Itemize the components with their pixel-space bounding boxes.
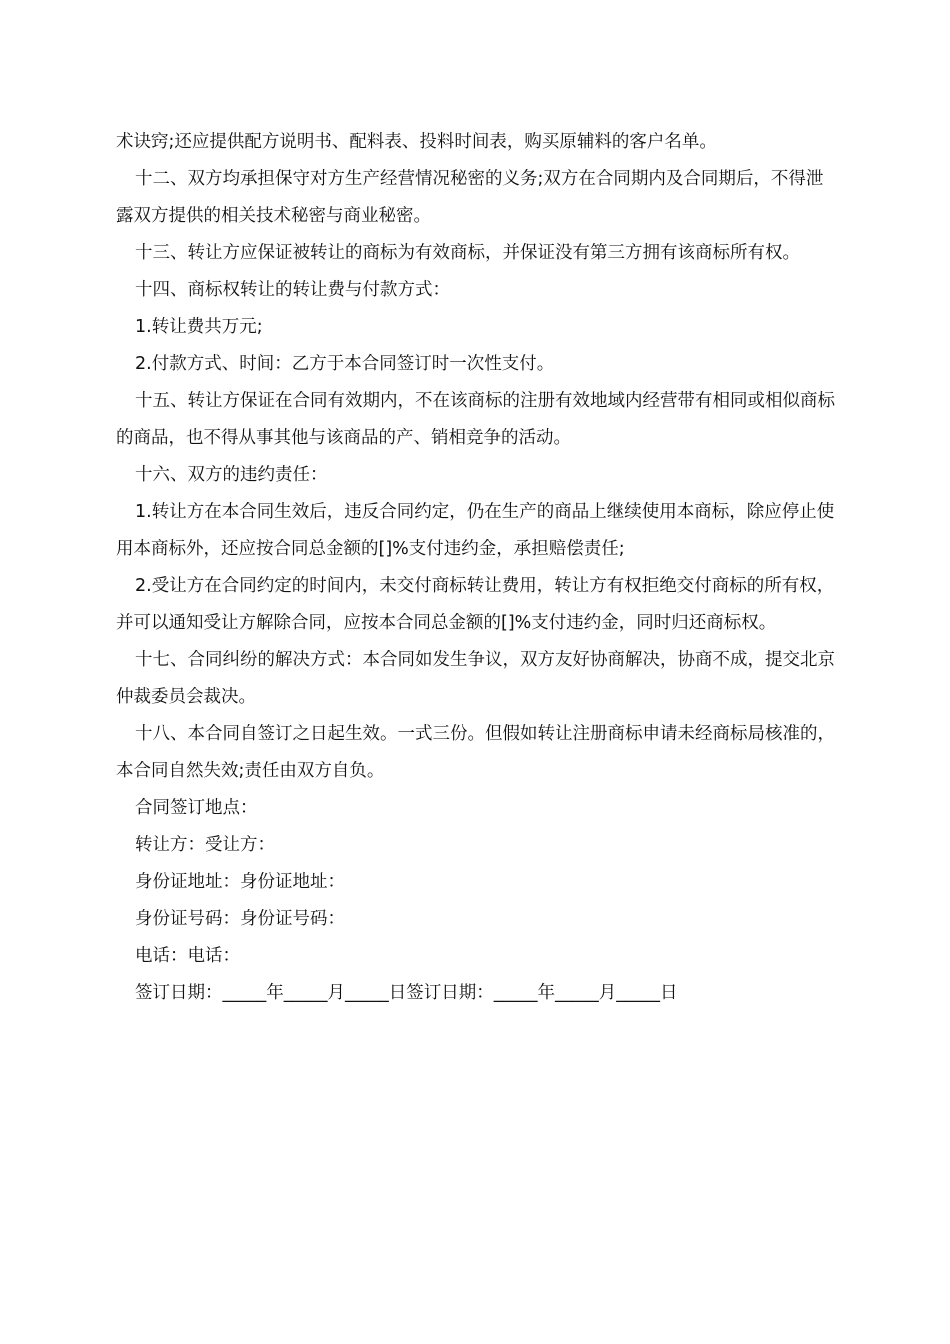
field-signing-date: 签订日期：_____年_____月_____日签订日期：_____年_____月_____日 [135, 983, 678, 1003]
field-id-number: 身份证号码：身份证号码： [135, 909, 345, 929]
field-parties: 转让方：受让方： [135, 835, 275, 855]
paragraph-clause-18: 十八、本合同自签订之日起生效。一式三份。但假如转让注册商标申请未经商标局核准的，本合同自然失效;责任由双方自负。 [116, 724, 835, 781]
paragraph-clause-13: 十三、转让方应保证被转让的商标为有效商标，并保证没有第三方拥有该商标所有权。 [135, 243, 800, 263]
field-phone: 电话：电话： [135, 946, 240, 966]
paragraph-clause-14-item-1: 1.转让费共万元; [135, 317, 263, 337]
paragraph-clause-14: 十四、商标权转让的转让费与付款方式： [135, 280, 450, 300]
paragraph-clause-12: 十二、双方均承担保守对方生产经营情况秘密的义务;双方在合同期内及合同期后，不得泄露双方提供的相关技术秘密与商业秘密。 [116, 169, 824, 226]
paragraph-continuation: 术诀窍;还应提供配方说明书、配料表、投料时间表，购买原辅料的客户名单。 [116, 132, 717, 152]
paragraph-clause-15: 十五、转让方保证在合同有效期内，不在该商标的注册有效地域内经营带有相同或相似商标的商品，也不得从事其他与该商品的产、销相竞争的活动。 [116, 391, 835, 448]
document-body [116, 124, 836, 1012]
field-id-address: 身份证地址：身份证地址： [135, 872, 345, 892]
paragraph-clause-16: 十六、双方的违约责任： [135, 465, 328, 485]
field-signing-place: 合同签订地点： [135, 798, 258, 818]
paragraph-clause-16-item-1: 1.转让方在本合同生效后，违反合同约定，仍在生产的商品上继续使用本商标，除应停止使用本商标外，还应按合同总金额的[]%支付违约金，承担赔偿责任; [116, 502, 835, 559]
paragraph-clause-16-item-2: 2.受让方在合同约定的时间内，未交付商标转让费用，转让方有权拒绝交付商标的所有权，并可以通知受让方解除合同，应按本合同总金额的[]%支付违约金，同时归还商标权。 [116, 576, 835, 633]
paragraph-clause-17: 十七、合同纠纷的解决方式：本合同如发生争议，双方友好协商解决，协商不成，提交北京仲裁委员会裁决。 [116, 650, 835, 707]
paragraph-clause-14-item-2: 2.付款方式、时间：乙方于本合同签订时一次性支付。 [135, 354, 555, 374]
